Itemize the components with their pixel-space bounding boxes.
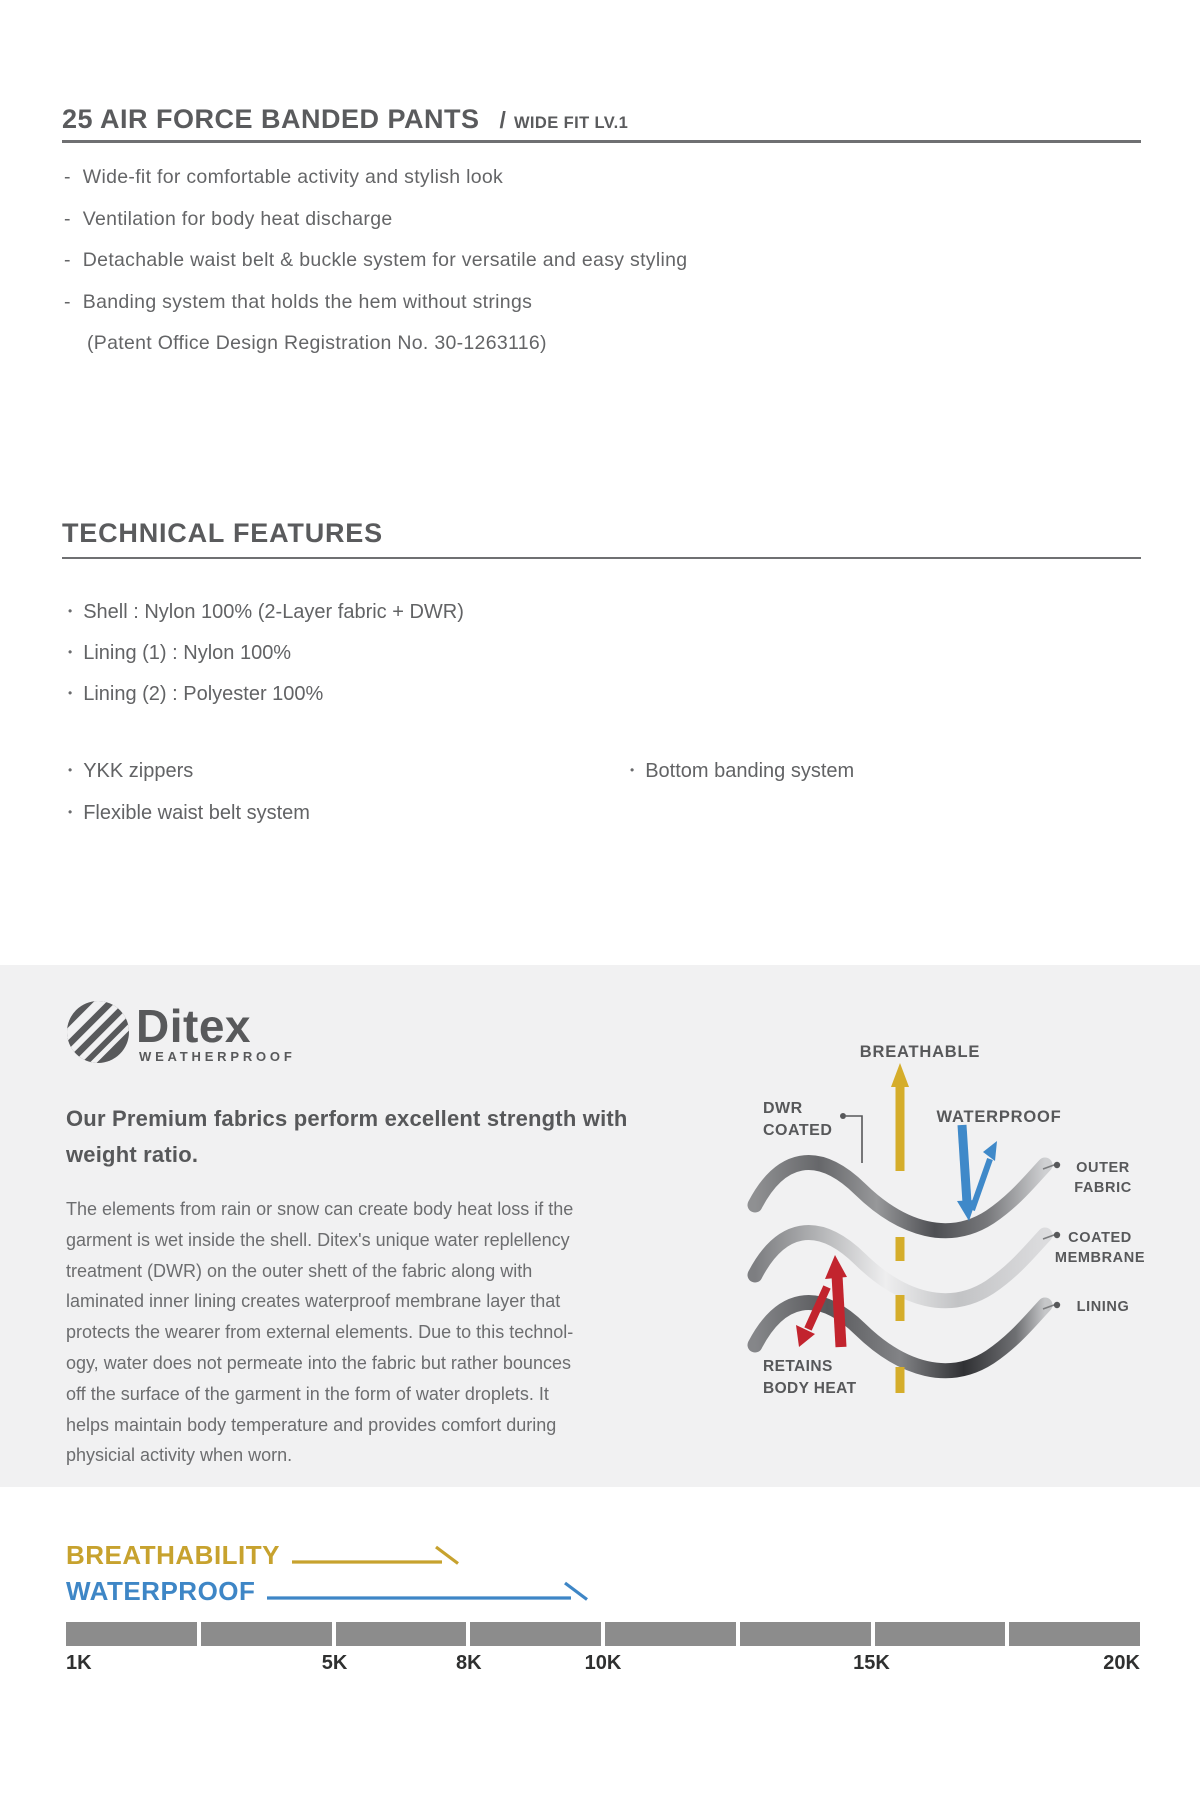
extra-text: Flexible waist belt system — [83, 802, 310, 824]
dot-bullet: • — [68, 604, 73, 618]
feature-text: Wide-fit for comfortable activity and stylish look — [82, 166, 504, 188]
lining-label: LINING — [1076, 1299, 1130, 1315]
outer-fabric-label-line2: FABRIC — [1074, 1180, 1132, 1196]
dot-bullet: • — [68, 805, 73, 819]
technical-underline — [62, 557, 1141, 559]
bar-segment — [201, 1622, 332, 1646]
scale-label: 5K — [321, 1652, 348, 1674]
dot-bullet: • — [68, 645, 73, 659]
feature-text: Detachable waist belt & buckle system for versatile and easy styling — [82, 249, 688, 271]
dash-bullet: - — [64, 249, 71, 271]
title-subtitle: WIDE FIT LV.1 — [513, 114, 629, 132]
extra-text: YKK zippers — [83, 760, 194, 782]
scale-label: 10K — [584, 1652, 622, 1674]
header — [62, 104, 628, 135]
section-heading-technical: TECHNICAL FEATURES — [62, 518, 383, 548]
dash-bullet: - — [64, 166, 71, 188]
retains-label-line2: BODY HEAT — [763, 1380, 857, 1397]
extra-item — [68, 750, 310, 792]
fabric-description-line: treatment (DWR) on the outer shett of the fabric along with — [66, 1260, 533, 1281]
material-text: Lining (1) : Nylon 100% — [83, 642, 292, 664]
title-subtitle-wrap — [500, 107, 629, 134]
breathability-label: BREATHABILITY — [66, 1540, 281, 1570]
retains-label-line1: RETAINS — [763, 1358, 833, 1375]
fabric-description — [66, 1194, 573, 1471]
dot-bullet: • — [630, 763, 635, 777]
bar-segment — [740, 1622, 871, 1646]
fabric-description-line: laminated inner lining creates waterproof membrane layer that — [66, 1291, 561, 1312]
material-item — [68, 673, 464, 714]
dash-bullet: - — [64, 207, 71, 230]
title-slash: / — [499, 107, 506, 133]
waterproof-arrow-line — [265, 1580, 595, 1604]
rating-scale-labels — [66, 1652, 1140, 1678]
extra-text: Bottom banding system — [645, 760, 855, 782]
fabric-layer-outer — [755, 1163, 1045, 1231]
feature-text: Ventilation for body heat discharge — [82, 207, 393, 230]
fabric-headline: Our Premium fabrics perform excellent strength with weight ratio. — [66, 1106, 628, 1167]
dwr-label-line1: DWR — [763, 1100, 803, 1117]
bar-segment — [66, 1622, 197, 1646]
bar-segment — [1009, 1622, 1140, 1646]
extras-left-column — [68, 750, 310, 834]
material-item — [68, 632, 464, 673]
feature-item — [64, 157, 687, 199]
dwr-pointer — [840, 1113, 862, 1163]
page-title: 25 AIR FORCE BANDED PANTS — [62, 104, 480, 134]
fabric-description-line: off the surface of the garment in the form of water droplets. It — [66, 1383, 549, 1404]
dot-bullet: • — [68, 763, 73, 777]
breathable-label: BREATHABLE — [859, 1043, 981, 1061]
rating-bar — [66, 1622, 1140, 1646]
title-underline — [62, 140, 1141, 143]
extra-item — [68, 792, 310, 834]
bar-segment — [605, 1622, 736, 1646]
feature-list — [64, 157, 687, 365]
feature-item — [64, 240, 687, 282]
ditex-logo-icon — [64, 998, 134, 1066]
fabric-diagram — [645, 1025, 1145, 1425]
materials-list — [68, 591, 464, 714]
scale-label: 8K — [455, 1652, 482, 1674]
bar-segment — [470, 1622, 601, 1646]
breathability-row — [66, 1540, 470, 1571]
breathability-arrow-line — [290, 1544, 470, 1568]
material-text: Lining (2) : Polyester 100% — [83, 683, 324, 705]
fabric-description-line: The elements from rain or snow can create body heat loss if the — [66, 1199, 574, 1219]
bar-segment — [875, 1622, 1006, 1646]
fabric-description-line: helps maintain body temperature and provides comfort during — [66, 1414, 557, 1435]
material-item — [68, 591, 464, 632]
waterproof-perf-label: WATERPROOF — [66, 1576, 256, 1606]
extra-item — [630, 750, 854, 792]
fabric-description-line: protects the wearer from external elements. Due to this technol- — [66, 1322, 574, 1343]
waterproof-row — [66, 1576, 595, 1607]
coated-membrane-label-line1: COATED — [1068, 1230, 1132, 1246]
feature-item — [64, 282, 687, 324]
outer-fabric-label-line1: OUTER — [1076, 1160, 1130, 1176]
brand-name: Ditex — [136, 1000, 251, 1052]
dot-bullet: • — [68, 686, 73, 700]
patent-note: (Patent Office Design Registration No. 30-1263116) — [87, 332, 547, 354]
extras-right-column — [630, 750, 854, 792]
waterproof-label: WATERPROOF — [936, 1108, 1062, 1126]
fabric-description-line: garment is wet inside the shell. Ditex's unique water replellency — [66, 1229, 570, 1250]
dwr-label-line2: COATED — [763, 1122, 833, 1139]
fabric-description-line: ogy, water does not permeate into the fabric but rather bounces — [66, 1352, 571, 1373]
feature-text: Banding system that holds the hem without strings — [82, 290, 533, 313]
scale-label: 1K — [66, 1652, 92, 1674]
brand-subtitle: WEATHERPROOF — [139, 1049, 296, 1064]
bar-segment — [336, 1622, 467, 1646]
scale-label: 15K — [853, 1652, 890, 1674]
feature-item — [64, 199, 687, 241]
fabric-description-line: physicial activity when worn. — [66, 1445, 293, 1466]
scale-label: 20K — [1103, 1652, 1140, 1674]
coated-membrane-label-line2: MEMBRANE — [1054, 1250, 1145, 1266]
dash-bullet: - — [64, 290, 71, 313]
waterproof-arrow-icon — [957, 1125, 997, 1221]
material-text: Shell : Nylon 100% (2-Layer fabric + DWR) — [83, 601, 464, 623]
